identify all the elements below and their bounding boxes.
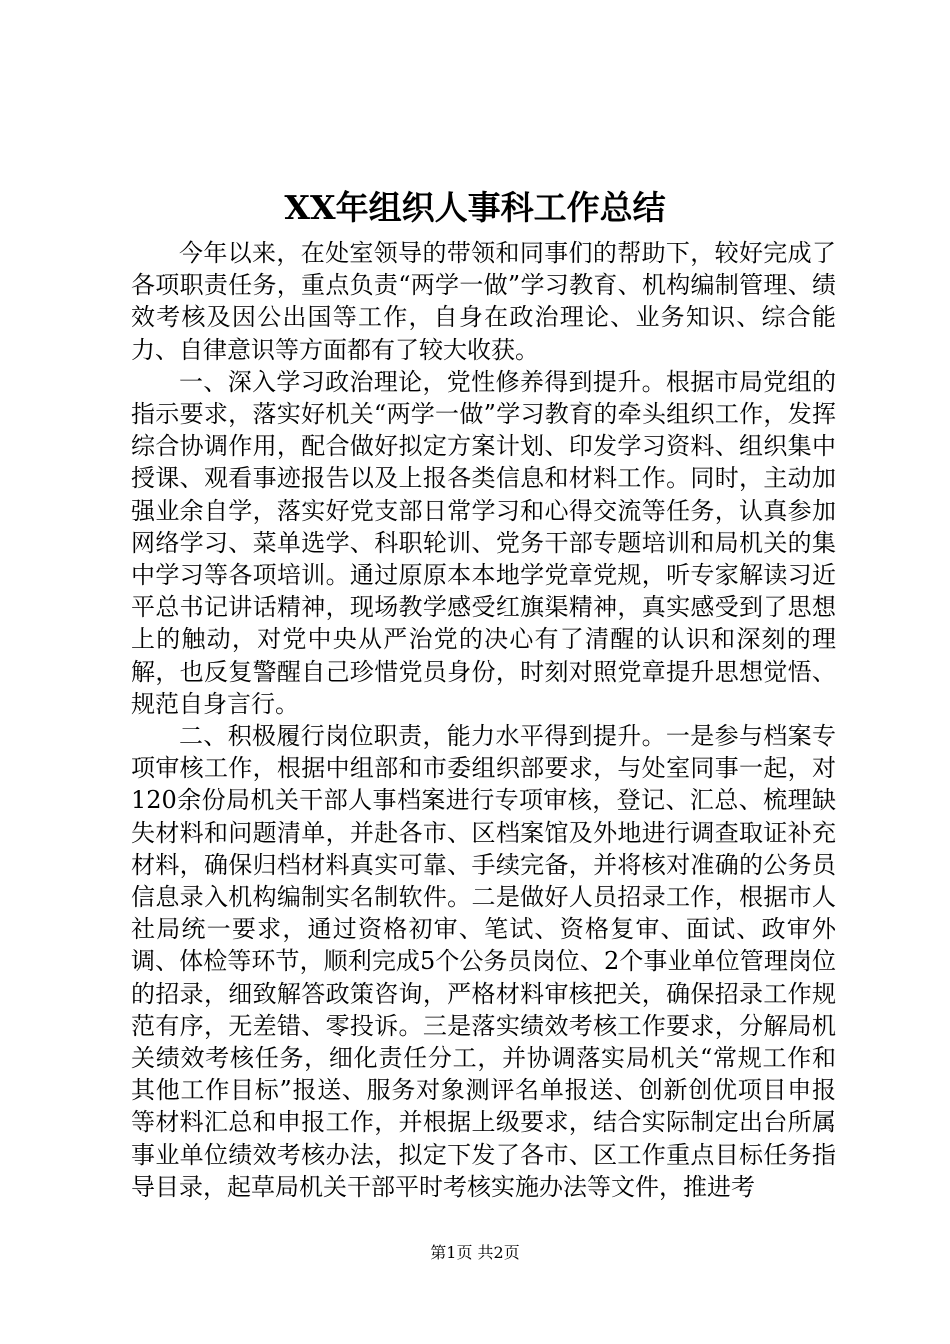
paragraph-intro: 今年以来，在处室领导的带领和同事们的帮助下，较好完成了各项职责任务，重点负责“两学一做”学习教育、机构编制管理、绩效考核及因公出国等工作，自身在政治理论、业务知识、综合能力、自律意识等方面都有了较大收获。 xyxy=(131,239,836,364)
page-number-footer: 第1页 共2页 xyxy=(430,1243,520,1262)
paragraph-section-1: 一、深入学习政治理论，党性修养得到提升。根据市局党组的指示要求，落实好机关“两学一做”学习教育的牵头组织工作，发挥综合协调作用，配合做好拟定方案计划、印发学习资料、组织集中授课、观看事迹报告以及上报各类信息和材料工作。同时，主动加强业余自学，落实好党支部日常学习和心得交流等任务，认真参加网络学习、菜单选学、科职轮训、党务干部专题培训和局机关的集中学习等各项培训。通过原原本本地学党章党规，听专家解读习近平总书记讲话精神，现场教学感受红旗渠精神，真实感受到了思想上的触动，对党中央从严治党的决心有了清醒的认识和深刻的理解，也反复警醒自己珍惜党员身份，时刻对照党章提升思想觉悟、规范自身言行。 xyxy=(131,367,836,718)
paragraph-section-2: 二、积极履行岗位职责，能力水平得到提升。一是参与档案专项审核工作，根据中组部和市委组织部要求，与处室同事一起，对120余份局机关干部人事档案进行专项审核，登记、汇总、梳理缺失材料和问题清单，并赴各市、区档案馆及外地进行调查取证补充材料，确保归档材料真实可靠、手续完备，并将核对准确的公务员信息录入机构编制实名制软件。二是做好人员招录工作，根据市人社局统一要求，通过资格初审、笔试、资格复审、面试、政审外调、体检等环节，顺利完成5个公务员岗位、2个事业单位管理岗位的招录，细致解答政策咨询，严格材料审核把关，确保招录工作规范有序，无差错、零投诉。三是落实绩效考核工作要求，分解局机关绩效考核任务，细化责任分工，并协调落实局机关“常规工作和其他工作目标”报送、服务对象测评名单报送、创新创优项目申报等材料汇总和申报工作，并根据上级要求，结合实际制定出台所属事业单位绩效考核办法，拟定下发了各市、区工作重点目标任务指导目录，起草局机关干部平时考核实施办法等文件，推进考 xyxy=(131,722,836,1201)
document-title: XX年组织人事科工作总结 xyxy=(284,188,666,227)
document-body xyxy=(131,237,836,1203)
